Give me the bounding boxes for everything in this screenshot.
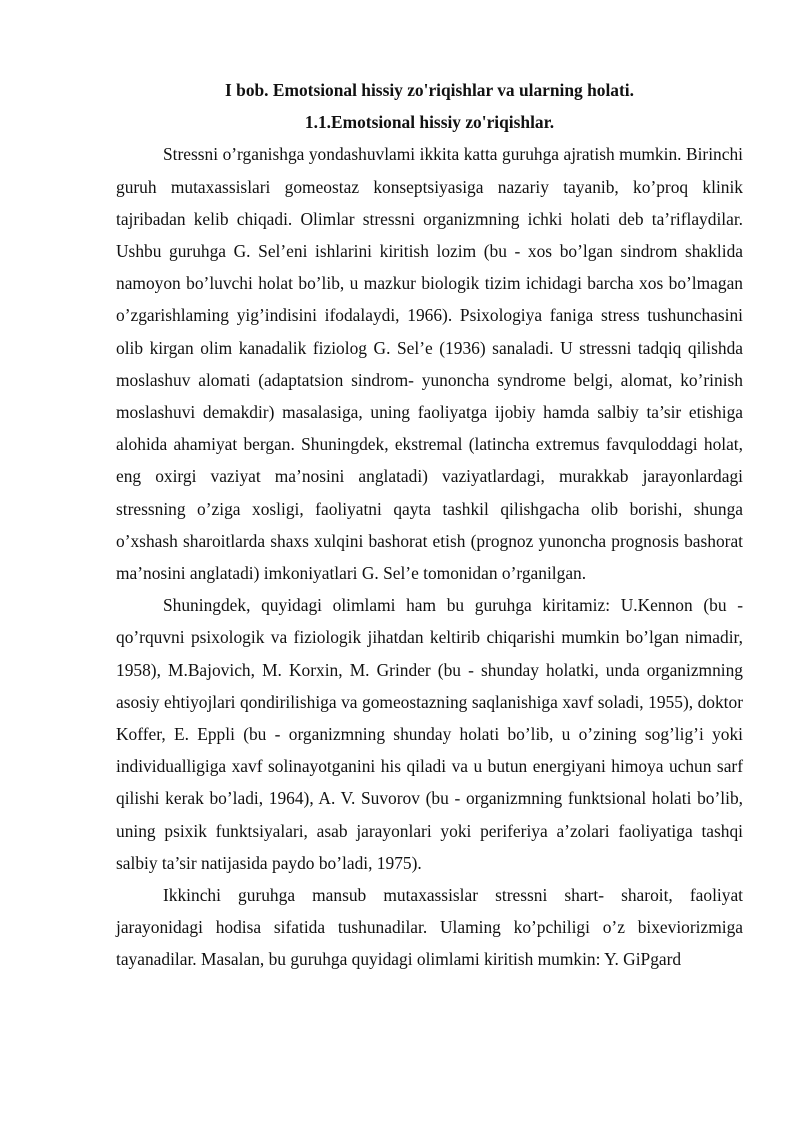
- section-heading: 1.1.Emotsional hissiy zo'riqishlar.: [304, 112, 555, 133]
- body-paragraph-2: Shuningdek, quyidagi olimlami ham bu guruhga kiritamiz: U.Kennon (bu - qo’rquvni psixologik va fiziologik jihatdan keltirib chiqarishi mumkin bo’lgan nimadir, 1958), M.Bajovich, M. Korxin, M. Grinder (bu - shunday holatki, unda organizmning asosiy ehtiyojlari qondirilishiga va gomeostazning saqlanishiga xavf soladi, 1955), doktor Koffer, E. Eppli (bu - organizmning shunday holati bo’lib, u o’zining sog’lig’i yoki individualligiga xavf solinayotganini his qiladi va u butun energiyani himoya uchun sarf qilishi kerak bo’ladi, 1964), A. V. Suvorov (bu - organizmning funktsional holati bo’lib, uning psixik funktsiyalari, asab jarayonlari yoki periferiya a’zolari faoliyatiga tashqi salbiy ta’sir natijasida paydo bo’ladi, 1975).: [116, 595, 743, 873]
- chapter-heading: I bob. Emotsional hissiy zo'riqishlar va ularning holati.: [225, 80, 634, 100]
- body-paragraph-3: Ikkinchi guruhga mansub mutaxassislar stressni shart- sharoit, faoliyat jarayonidagi hodisa sifatida tushunadilar. Ulaming ko’pchiligi o’z bixeviorizmiga tayanadilar. Masalan, bu guruhga quyidagi olimlami kiritish mumkin: Y. GiPgard: [116, 885, 743, 970]
- body-paragraph-1: Stressni o’rganishga yondashuvlami ikkita katta guruhga ajratish mumkin. Birinchi guruh mutaxassislari gomeostaz konseptsiyasiga nazariy tayanib, ko’proq klinik tajribadan kelib chiqadi. Olimlar stressni organizmning ichki holati deb ta’riflaydilar. Ushbu guruhga G. Sel’eni ishlarini kiritish lozim (bu - xos bo’lgan sindrom shaklida namoyon bo’luvchi holat bo’lib, u mazkur biologik tizim ichidagi barcha xos bo’lmagan o’zgarishlaming yig’indisini ifodalaydi, 1966). Psixologiya faniga stress tushunchasini olib kirgan olim kanadalik fiziolog G. Sel’e (1936) sanaladi. U stressni tadqiq qilishda moslashuv alomati (adaptatsion sindrom- yunoncha syndrome belgi, alomat, ko’rinish moslashuvi demakdir) masalasiga, uning faoliyatga ijobiy hamda salbiy ta’sir etishiga alohida ahamiyat bergan. Shuningdek, ekstremal (latincha extremus favquloddagi holat, eng oxirgi vaziyat ma’nosini anglatadi) vaziyatlardagi, murakkab jarayonlardagi stressning o’ziga xosligi, faoliyatni qayta tashkil qilishgacha olib borishi, shunga o’xshash sharoitlarda shaxs xulqini bashorat etish (prognoz yunoncha prognosis bashorat ma’nosini anglatadi) imkoniyatlari G. Sel’e tomonidan o’rganilgan.: [116, 144, 743, 584]
